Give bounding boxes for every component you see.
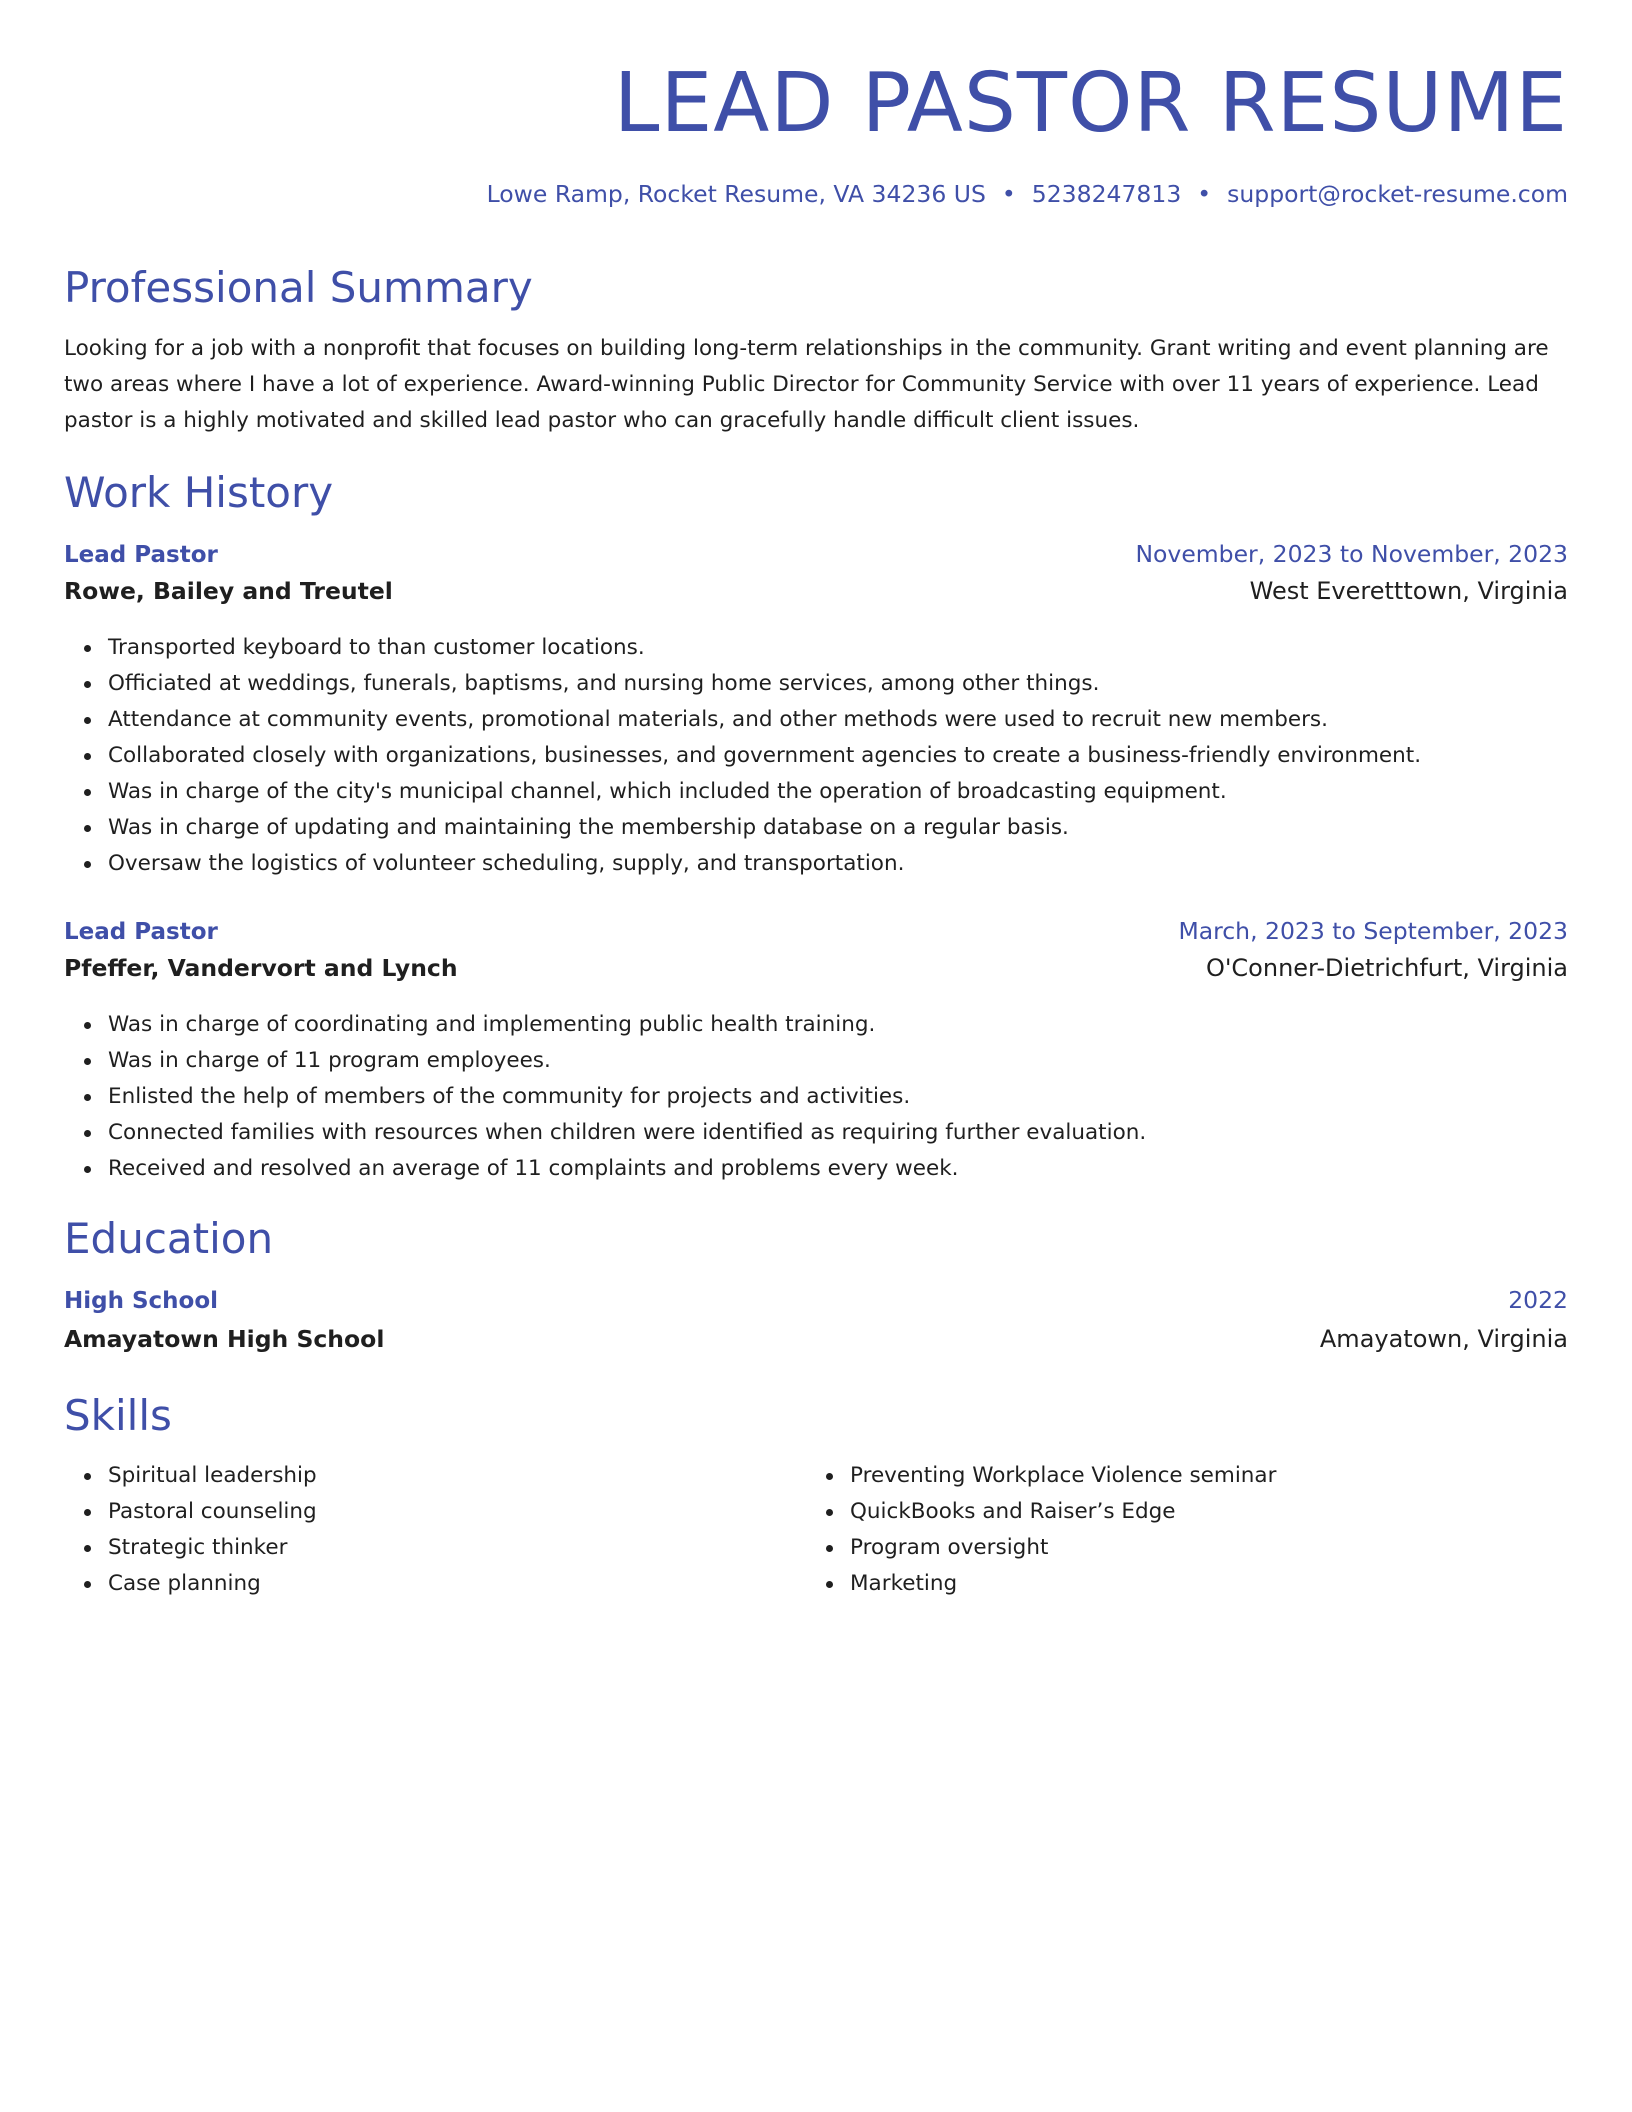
contact-separator: • — [1001, 180, 1016, 208]
skill-item: QuickBooks and Raiser’s Edge — [850, 1494, 1276, 1530]
resume-page — [64, 0, 1568, 1596]
skills-heading: Skills — [64, 1391, 172, 1440]
list-item: Enlisted the help of members of the community for projects and activities. — [108, 1079, 1146, 1115]
skill-item: Program oversight — [850, 1530, 1276, 1566]
skills-list-right — [806, 1458, 1276, 1602]
job-organization: Pfeffer, Vandervort and Lynch — [64, 954, 458, 982]
job-title-row — [64, 540, 1568, 568]
contact-line — [487, 180, 1568, 208]
list-item: Transported keyboard to than customer locations. — [108, 630, 1421, 666]
list-item: Connected families with resources when children were identified as requiring further evaluation. — [108, 1115, 1146, 1151]
job-duties-list — [64, 1007, 1146, 1187]
job-dates: November, 2023 to November, 2023 — [1135, 540, 1568, 568]
skill-item: Strategic thinker — [108, 1530, 317, 1566]
job-role: Lead Pastor — [64, 919, 218, 945]
list-item: Attendance at community events, promotional materials, and other methods were used to recruit new members. — [108, 702, 1421, 738]
education-heading: Education — [64, 1214, 274, 1263]
contact-phone: 5238247813 — [1031, 180, 1182, 208]
list-item: Was in charge of coordinating and implementing public health training. — [108, 1007, 1146, 1043]
list-item: Was in charge of the city's municipal channel, which included the operation of broadcasting equipment. — [108, 774, 1421, 810]
contact-separator: • — [1197, 180, 1212, 208]
skills-list-left — [64, 1458, 317, 1602]
summary-text: Looking for a job with a nonprofit that focuses on building long-term relationships in the community. Grant writing and event planning are two areas where I have a lot of experience. Award-winning Public Director for Community Service with over 11 years of experience. Lead pastor is a highly motivated and skilled lead pastor who can gracefully handle difficult client issues. — [64, 336, 1549, 433]
education-location: Amayatown, Virginia — [1319, 1325, 1568, 1353]
summary-heading: Professional Summary — [64, 263, 533, 312]
job-organization: Rowe, Bailey and Treutel — [64, 577, 393, 605]
job-role: Lead Pastor — [64, 542, 218, 568]
job-location: O'Conner-Dietrichfurt, Virginia — [1205, 954, 1568, 982]
education-year: 2022 — [1508, 1286, 1568, 1314]
list-item: Officiated at weddings, funerals, baptisms, and nursing home services, among other things. — [108, 666, 1421, 702]
resume-header — [64, 52, 1568, 156]
education-school-row — [64, 1325, 1568, 1353]
work-history-heading: Work History — [64, 468, 334, 517]
skill-item: Pastoral counseling — [108, 1494, 317, 1530]
list-item: Collaborated closely with organizations, businesses, and government agencies to create a business-friendly environment. — [108, 738, 1421, 774]
education-title-row — [64, 1286, 1568, 1314]
list-item: Was in charge of 11 program employees. — [108, 1043, 1146, 1079]
contact-email[interactable]: support@rocket-resume.com — [1227, 180, 1568, 208]
contact-address: Lowe Ramp, Rocket Resume, VA 34236 US — [486, 180, 986, 208]
list-item: Was in charge of updating and maintaining the membership database on a regular basis. — [108, 810, 1421, 846]
list-item: Received and resolved an average of 11 complaints and problems every week. — [108, 1151, 1146, 1187]
job-dates: March, 2023 to September, 2023 — [1178, 917, 1568, 945]
list-item: Oversaw the logistics of volunteer scheduling, supply, and transportation. — [108, 846, 1421, 882]
skill-item: Marketing — [850, 1566, 1276, 1602]
job-org-row — [64, 577, 1568, 605]
job-location: West Everetttown, Virginia — [1249, 577, 1568, 605]
job-title-row — [64, 917, 1568, 945]
resume-title: LEAD PASTOR RESUME — [613, 56, 1568, 151]
skill-item: Preventing Workplace Violence seminar — [850, 1458, 1276, 1494]
skill-item: Case planning — [108, 1566, 317, 1602]
education-degree: High School — [64, 1288, 219, 1314]
job-org-row — [64, 954, 1568, 982]
education-school: Amayatown High School — [64, 1325, 385, 1353]
job-duties-list — [64, 630, 1421, 882]
skill-item: Spiritual leadership — [108, 1458, 317, 1494]
